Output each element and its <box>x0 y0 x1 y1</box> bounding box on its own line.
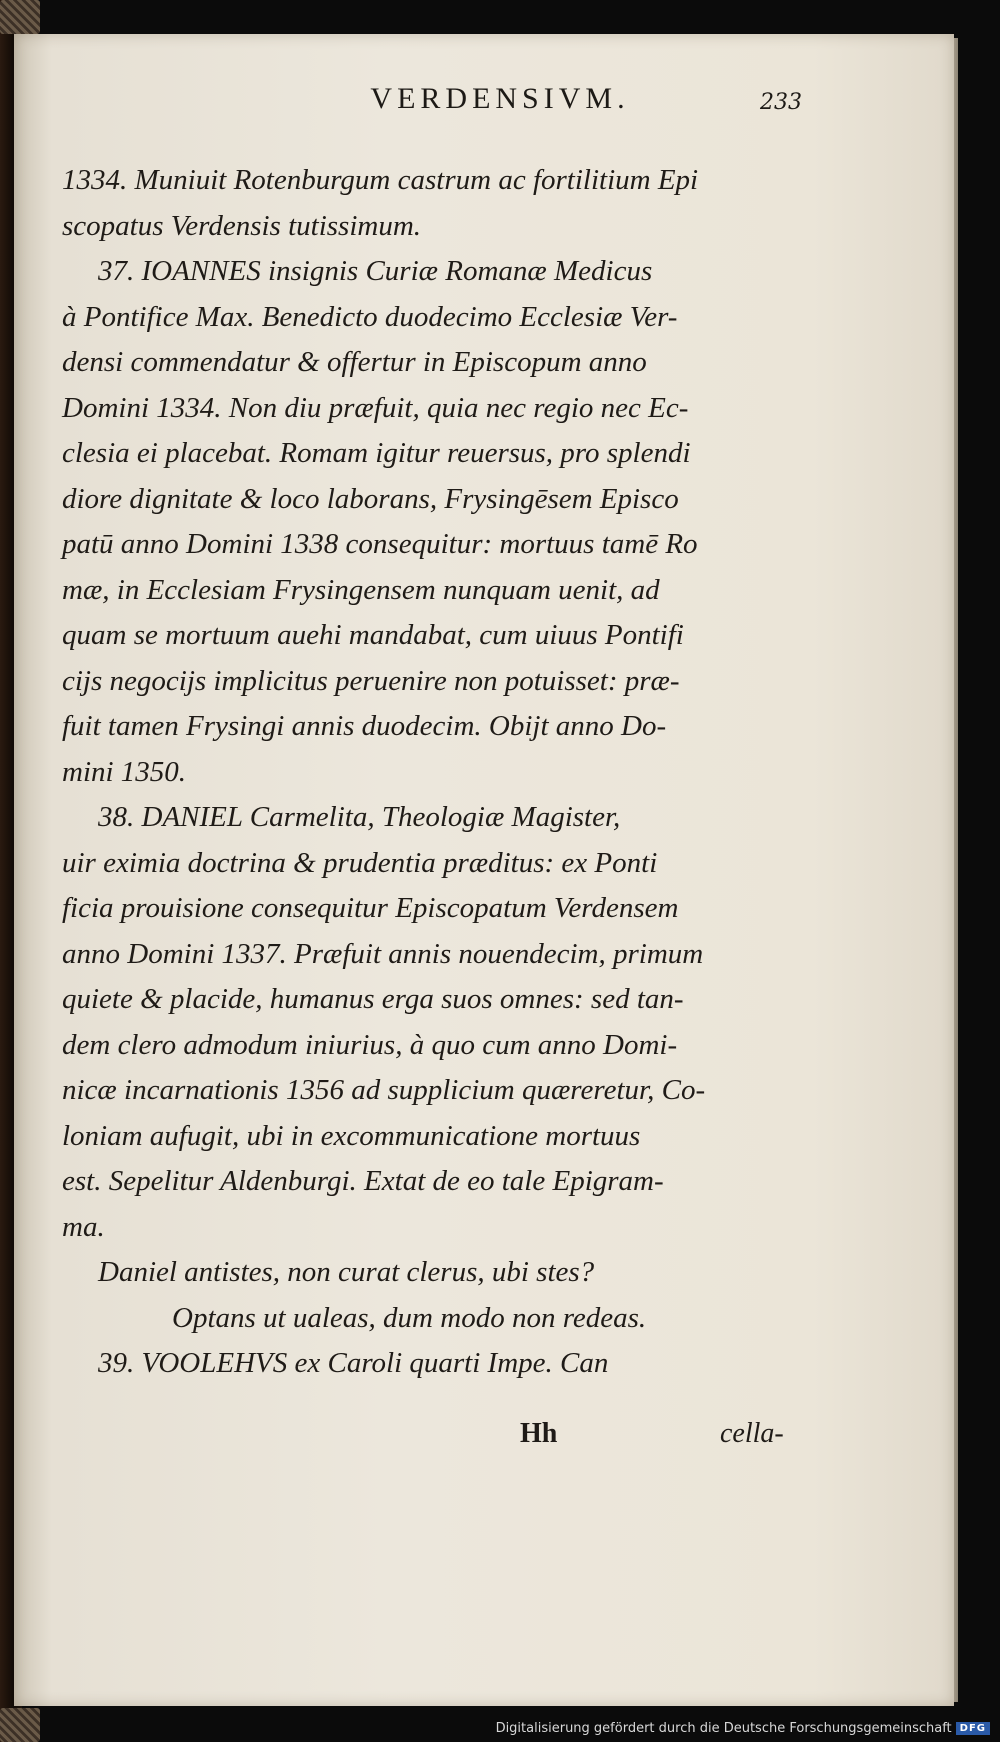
dfg-logo: DFG <box>956 1722 990 1735</box>
text-line: Daniel antistes, non curat clerus, ubi stes? <box>98 1256 595 1288</box>
running-head <box>0 82 1000 116</box>
text-line: 37. IOANNES insignis Curiæ Romanæ Medicus <box>98 255 653 287</box>
running-head-title: VERDENSIVM. <box>370 82 630 115</box>
text-line: mæ, in Ecclesiam Frysingensem nunquam uenit, ad <box>62 573 660 606</box>
text-line: diore dignitate & loco laborans, Frysingēsem Episco <box>62 482 679 515</box>
text-line: clesia ei placebat. Romam igitur reuersus, pro splendi <box>62 437 691 469</box>
text-line: fuit tamen Frysingi annis duodecim. Obijt anno Do- <box>62 710 667 742</box>
footer-credit-text: Digitalisierung gefördert durch die Deutsche Forschungsgemeinschaft <box>495 1721 952 1736</box>
page-text <box>62 158 802 1387</box>
text-line: anno Domini 1337. Præfuit annis nouendecim, primum <box>62 937 704 970</box>
text-line: à Pontifice Max. Benedicto duodecimo Ecclesiæ Ver- <box>62 300 678 333</box>
text-line: ficia prouisione consequitur Episcopatum Verdensem <box>62 892 679 924</box>
binding-tie-bottom <box>0 1708 40 1742</box>
footer-credit <box>496 1721 990 1736</box>
text-line: nicæ incarnationis 1356 ad supplicium quæreretur, Co- <box>62 1074 706 1106</box>
text-line: quiete & placide, humanus erga suos omnes: sed tan- <box>62 983 684 1015</box>
binding-tie-top <box>0 0 40 34</box>
text-line: densi commendatur & offertur in Episcopum anno <box>62 346 647 378</box>
text-line: Domini 1334. Non diu præfuit, quia nec regio nec Ec- <box>62 391 689 424</box>
text-line: 39. VOOLEHVS ex Caroli quarti Impe. Can <box>98 1347 609 1379</box>
text-line: ma. <box>62 1210 105 1243</box>
text-line: Optans ut ualeas, dum modo non redeas. <box>172 1301 647 1334</box>
catchword: cella- <box>720 1418 784 1449</box>
signature-mark: Hh <box>520 1418 558 1449</box>
text-line: 38. DANIEL Carmelita, Theologiæ Magister, <box>98 801 621 833</box>
text-line: est. Sepelitur Aldenburgi. Extat de eo tale Epigram- <box>62 1165 664 1197</box>
text-line: scopatus Verdensis tutissimum. <box>62 209 422 242</box>
text-line: 1334. Muniuit Rotenburgum castrum ac fortilitium Epi <box>62 164 699 196</box>
text-line: dem clero admodum iniurius, à quo cum anno Domi- <box>62 1028 678 1061</box>
text-line: cijs negocijs implicitus peruenire non potuisset: præ- <box>62 664 680 697</box>
text-line: patū anno Domini 1338 consequitur: mortuus tamē Ro <box>62 528 698 560</box>
text-line: loniam aufugit, ubi in excommunicatione mortuus <box>62 1119 641 1152</box>
page-number: 233 <box>760 90 802 115</box>
text-line: uir eximia doctrina & prudentia præditus: ex Ponti <box>62 846 658 879</box>
text-line: quam se mortuum auehi mandabat, cum uiuus Pontifi <box>62 619 684 651</box>
text-line: mini 1350. <box>62 755 187 788</box>
